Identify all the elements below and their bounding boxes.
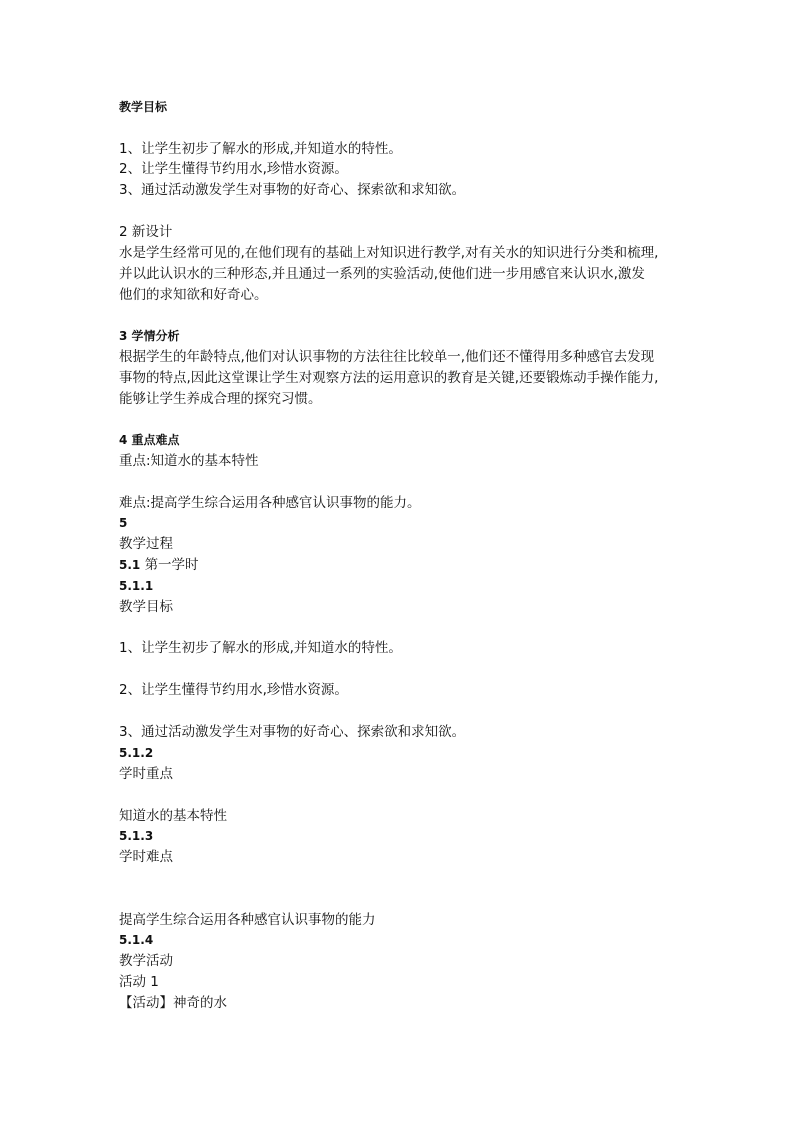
lesson-goal-item-3: 3、通过活动激发学生对事物的好奇心、探索欲和求知欲。 — [119, 724, 466, 740]
design-line-1: 水是学生经常可见的,在他们现有的基础上对知识进行教学,对有关水的知识进行分类和梳理, — [119, 245, 659, 261]
section-5-1-4-number: 5.1.4 — [119, 933, 154, 947]
goal-item-2: 2、让学生懂得节约用水,珍惜水资源。 — [119, 161, 348, 177]
heading-key-difficult-points: 4 重点难点 — [119, 433, 180, 447]
analysis-line-2: 事物的特点,因此这堂课让学生对观察方法的运用意识的教育是关键,还要锻炼动手操作能力, — [119, 370, 659, 386]
heading-learner-analysis: 3 学情分析 — [119, 329, 180, 343]
section-5-1-2-number: 5.1.2 — [119, 746, 154, 760]
difficulty-text: 难点:提高学生综合运用各种感官认识事物的能力。 — [119, 495, 421, 511]
section-5-1-3-number: 5.1.3 — [119, 829, 154, 843]
section-5-1-3-title: 学时难点 — [119, 849, 173, 865]
section-5-number: 5 — [119, 516, 128, 530]
heading-teaching-process: 教学过程 — [119, 536, 173, 552]
section-5-1-2-title: 学时重点 — [119, 766, 173, 782]
heading-new-design: 2 新设计 — [119, 224, 173, 240]
key-point-text: 重点:知道水的基本特性 — [119, 453, 259, 469]
design-line-3: 他们的求知欲和好奇心。 — [119, 287, 268, 303]
section-5-1-title: 第一学时 — [144, 557, 199, 573]
section-5-1-4-title: 教学活动 — [119, 953, 173, 969]
goal-item-3: 3、通过活动激发学生对事物的好奇心、探索欲和求知欲。 — [119, 182, 466, 198]
section-5-1-number: 5.1 — [119, 558, 141, 572]
lesson-goal-item-2: 2、让学生懂得节约用水,珍惜水资源。 — [119, 682, 348, 698]
activity-label: 活动 1 — [119, 974, 159, 990]
goal-item-1: 1、让学生初步了解水的形成,并知道水的特性。 — [119, 141, 402, 157]
section-5-1-heading — [119, 555, 199, 575]
lesson-key-point-text: 知道水的基本特性 — [119, 808, 227, 824]
lesson-goal-item-1: 1、让学生初步了解水的形成,并知道水的特性。 — [119, 640, 402, 656]
activity-title: 【活动】神奇的水 — [119, 995, 227, 1011]
heading-teaching-goals: 教学目标 — [119, 100, 168, 114]
section-5-1-1-title: 教学目标 — [119, 599, 173, 615]
analysis-line-1: 根据学生的年龄特点,他们对认识事物的方法往往比较单一,他们还不懂得用多种感官去发现 — [119, 349, 655, 365]
section-5-1-1-number: 5.1.1 — [119, 579, 154, 593]
design-line-2: 并以此认识水的三种形态,并且通过一系列的实验活动,使他们进一步用感官来认识水,激发 — [119, 266, 645, 282]
lesson-difficulty-text: 提高学生综合运用各种感官认识事物的能力 — [119, 912, 376, 928]
analysis-line-3: 能够让学生养成合理的探究习惯。 — [119, 391, 322, 407]
